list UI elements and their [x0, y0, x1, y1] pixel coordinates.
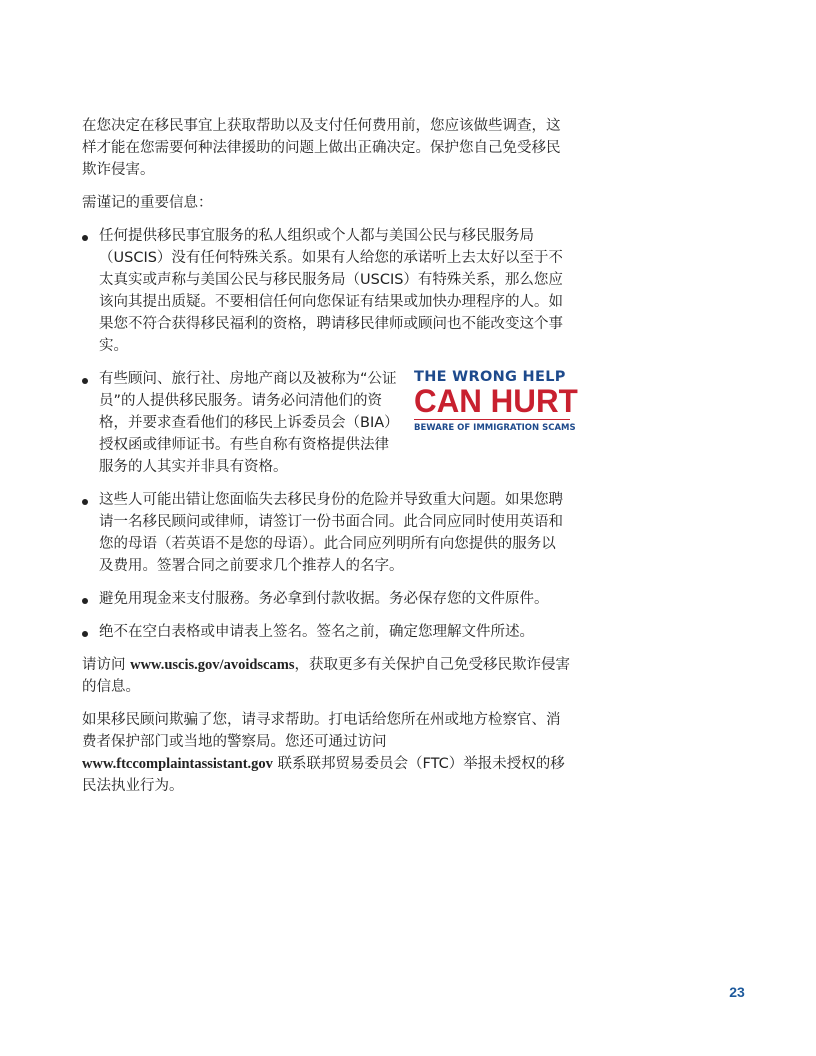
- bullet-icon: [82, 631, 88, 637]
- ftc-complaint-link[interactable]: www.ftccomplaintassistant.gov: [82, 756, 273, 772]
- bullet-icon: [82, 499, 88, 505]
- list-item: [82, 621, 570, 643]
- logo-tagline: BEWARE OF IMMIGRATION SCAMS: [414, 423, 576, 433]
- visit-suffix: ，获取更多有关保护自己免受移民欺诈侵害的信息。: [82, 657, 570, 695]
- key-info-heading: 需谨记的重要信息：: [82, 195, 213, 211]
- bullet-icon: [82, 378, 88, 384]
- list-item: [82, 368, 578, 478]
- key-info-list: [82, 225, 578, 643]
- list-item-text: 绝不在空白表格或申请表上签名。签名之前，确定您理解文件所述。: [99, 624, 534, 640]
- list-item-text: 任何提供移民事宜服务的私人组织或个人都与美国公民与移民服务局（USCIS）没有任何特殊关系。如果有人给您的承诺听上去太好以至于不太真实或声称与美国公民与移民服务局（USCIS）有特殊关系，那么您应该向其提出质疑。不要相信任何向您保证有结果或加快办理程序的人。如果您不符合获得移民福利的资格，聘请移民律师或顾问也不能改变这个事实。: [99, 228, 563, 354]
- bullet-icon: [82, 235, 88, 241]
- visit-paragraph: [82, 654, 570, 698]
- list-item-text: 有些顾问、旅行社、房地产商以及被称为“公证员”的人提供移民服务。请务必问清他们的资格，并要求查看他们的移民上诉委员会（BIA）授权函或律师证书。有些自称有资格提供法律服务的人其实并非具有资格。: [99, 371, 399, 475]
- uscis-avoidscams-link[interactable]: www.uscis.gov/avoidscams: [130, 657, 295, 673]
- visit-prefix: 请访问: [82, 657, 131, 673]
- fraud-text-end: 联系联邦贸易委员会（FTC）举报未授权的移民法执业行为。: [82, 756, 565, 794]
- logo-divider: [414, 419, 570, 420]
- list-item-text: 避免用現金来支付服務。务必拿到付款收据。务必保存您的文件原件。: [99, 591, 549, 607]
- list-item: [82, 489, 570, 577]
- page-number: 23: [729, 984, 745, 1000]
- page-body: [82, 115, 578, 808]
- fraud-text-start: 如果移民顾问欺骗了您，请寻求帮助。打电话给您所在州或地方检察官、消费者保护部门或当地的警察局。您还可通过访问: [82, 712, 561, 750]
- list-item: [82, 225, 570, 357]
- intro-paragraph: 在您决定在移民事宜上获取帮助以及支付任何费用前，您应该做些调查，这样才能在您需要何种法律援助的问题上做出正确决定。保护您自己免受移民欺诈侵害。: [82, 118, 561, 178]
- fraud-paragraph: [82, 709, 570, 797]
- list-item-text: 这些人可能出错让您面临失去移民身份的危险并导致重大问题。如果您聘请一名移民顾问或律师，请签订一份书面合同。此合同应同时使用英语和您的母语（若英语不是您的母语）。此合同应列明所有向您提供的服务以及费用。签署合同之前要求几个推荐人的名字。: [99, 492, 563, 574]
- list-item: [82, 588, 570, 610]
- logo-title: CAN HURT: [414, 383, 578, 419]
- bullet-icon: [82, 598, 88, 604]
- wrong-help-logo: [414, 368, 578, 434]
- logo-headline: THE WRONG HELP: [414, 369, 566, 385]
